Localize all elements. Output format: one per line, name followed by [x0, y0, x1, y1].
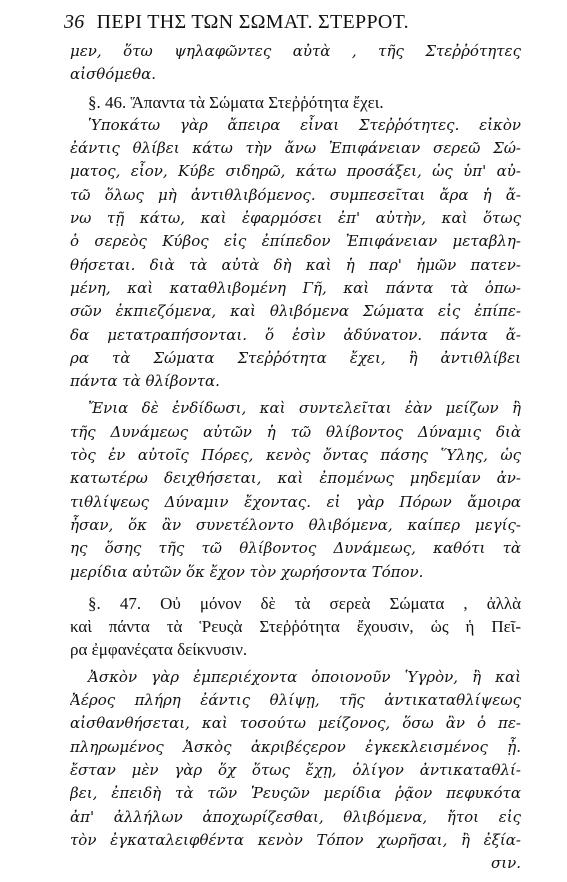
text-line: ρα τὰ Σώματα Στεῤῥότητα ἔχει, ἢ ἀντιθλίβει — [70, 348, 521, 367]
text-line: ἦσαν, ὅκ ἂν συνετέλοντο θλιβόμενα, καίπερ μεγίς- — [70, 515, 521, 534]
text-line: ἐάντις θλίβει κάτω τὴν ἄνω Ἐπιφάνειαν σερεῶ Σώ- — [70, 139, 521, 158]
section-46 — [70, 91, 521, 584]
text-line: τῆς Δυνάμεως αὐτῶν ἡ τῶ θλίβοντος Δύναμις διὰ — [70, 422, 521, 441]
catchword: σιν. — [490, 854, 521, 873]
paragraph — [70, 666, 521, 852]
text-line: πληρωμένος Ἀσκὸς ἀκριβέςερον ἐγκεκλεισμένος ᾖ. — [70, 737, 521, 756]
heading-line: §. 47. Οὐ μόνον δὲ τὰ σερεὰ Σώματα , ἀλλὰ — [88, 593, 521, 613]
paragraph — [70, 114, 521, 394]
heading-line: ρα ἐμφανέςατα δείκνυσιν. — [70, 640, 248, 660]
text-line: τὸν ἐγκαταλειφθέντα κενὸν Τόπον χωρῆσαι, ἢ ἐξία- — [70, 830, 521, 849]
text-line: ματος, εἶον, Κύβε σιδηρῶ, κάτω προσάξει, ὡς ὑπ' αὐ- — [70, 162, 521, 181]
text-line: τῶ ὅλως μὴ ἀντιθλιβόμενος. συμπεσεῖται ἄρα ἡ ἄ- — [70, 185, 521, 204]
text-line: ὁ σερεὸς Κύβος εἰς ἐπίπεδον Ἐπιφάνειαν μεταβλη- — [70, 232, 521, 251]
text-line: ης ὅσης τῆς τῶ θλίβοντος Δυνάμεως, καθότι τὰ — [70, 539, 521, 558]
text-line: σῶν ἐκπιεζόμενα, καὶ θλιβόμενα Σώματα εἰς ἐπίπε- — [70, 302, 521, 321]
page-number: 36 — [64, 11, 85, 33]
running-title: ΠΕΡΙ ΤΗΣ ΤΩΝ ΣΩΜΑΤ. ΣΤΕΡΡΟΤ. — [96, 11, 409, 33]
text-line: ἔσταν μὲν γὰρ ὅχ ὅτως ἔχῃ, ὀλίγον ἀντικαταθλί- — [70, 760, 521, 779]
text-line: μερίδια αὐτῶν ὅκ ἔχον τὸν χωρήσοντα Τόπον. — [70, 562, 424, 581]
text-line: βει, ἐπειδὴ τὰ τῶν Ῥευςῶν μερίδια ῥᾷον πεφυκότα — [70, 784, 521, 803]
text-line: ἀπ' ἀλλήλων ἀποχωρίζεσθαι, θλιβόμενα, ἤτοι εἰς — [70, 807, 521, 826]
text-line: τὸς ἐν αὐτοῖς Πόρες, κενὸς ὄντας πάσης Ὕλης, ὡς — [70, 446, 521, 465]
text-line: αἰσθόμεθα. — [70, 65, 157, 84]
text-line: δα μετατραπήσονται. ὅ ἐσὶν ἀδύνατον. πάντα ἄ- — [70, 325, 521, 344]
section-47 — [70, 592, 521, 876]
text-line: Ἀέρος πλήρη ἐάντις θλίψῃ, τῆς ἀντικαταθλίψεως — [70, 691, 521, 710]
section-heading — [70, 592, 521, 662]
text-line: νω τῇ κάτω, καὶ ἐφαρμόσει ἐπ' αὐτὴν, καὶ ὅτως — [70, 209, 521, 228]
paragraph — [70, 397, 521, 583]
text-line: αἰσθανθήσεται, καὶ τοσούτω μείζονος, ὅσω ἂν ὁ πε- — [70, 714, 521, 733]
text-line: Ἀσκὸν γὰρ ἐμπεριέχοντα ὁποιονοῦν Ὑγρὸν, ἢ καὶ — [88, 667, 521, 686]
text-line: πάντα τὰ θλίβοντα. — [70, 372, 220, 391]
section-heading: §. 46. Ἅπαντα τὰ Σώματα Στεῤῥότητα ἔχει. — [88, 92, 384, 112]
text-line: μεν, ὅτω ψηλαφῶντες αὐτὰ , τῆς Στεῤῥότητες — [70, 42, 521, 60]
text-line: μένη, καὶ καταθλιβομένη Γῆ, καὶ πάντα τὰ ὁπω- — [70, 278, 521, 297]
text-line: τιθλίψεως Δύναμιν ἔχοντας. εἰ γὰρ Πόρων ἄμοιρα — [70, 492, 521, 511]
text-line: Ὑποκάτω γὰρ ἄπειρα εἶναι Στεῤῥότητες. εἰκὸν — [88, 115, 521, 134]
text-line: Ἔνια δὲ ἐνδίδωσι, καὶ συντελεῖται ἐὰν μείζων ἢ — [88, 399, 521, 418]
text-line: κατωτέρω δειχθήσεται, καὶ ἐπομένως μηδεμίαν ἀν- — [70, 469, 521, 488]
continuation-text — [70, 40, 521, 87]
running-header — [64, 10, 521, 40]
text-line: θήσεται. διὰ τὰ αὐτὰ δὴ καὶ ἡ παρ' ἡμῶν πατεν- — [70, 255, 521, 274]
heading-line: καὶ πάντα τὰ Ῥευςὰ Στεῤῥότητα ἔχουσιν, ὡς ἡ Πεῖ- — [70, 617, 521, 637]
